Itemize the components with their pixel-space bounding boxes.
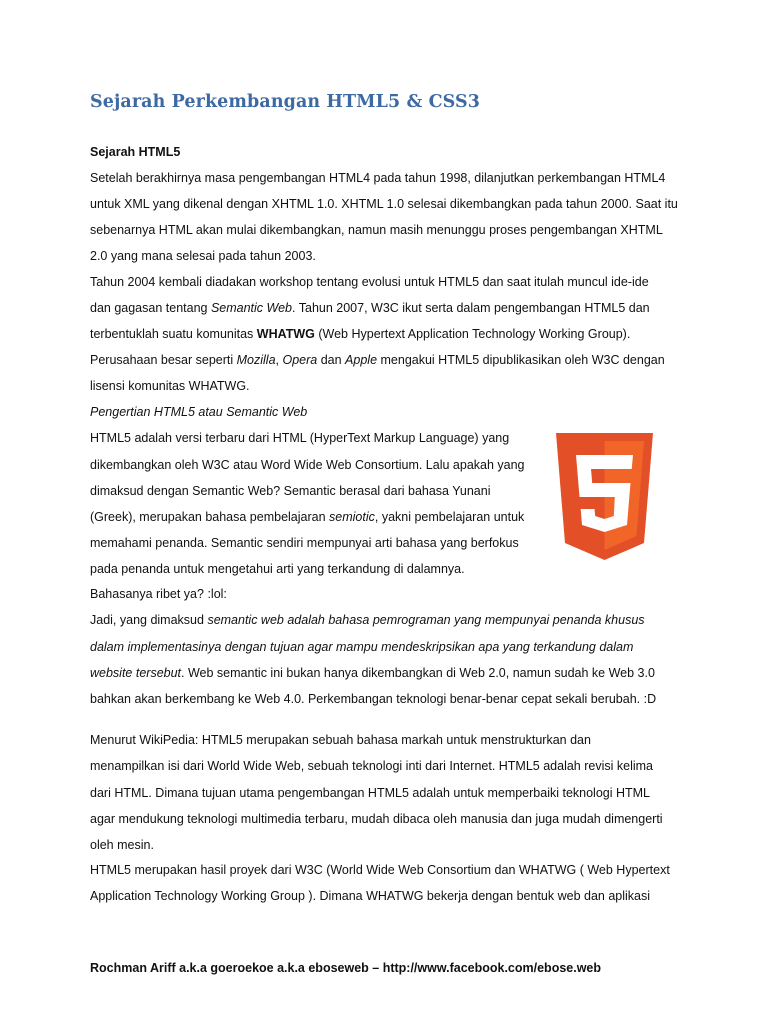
paragraph-line: dalam implementasinya dengan tujuan agar mampu mendeskripsikan apa yang terkandung dalam — [90, 640, 634, 654]
emphasis-text: Opera — [282, 353, 318, 367]
section-subheading: Pengertian HTML5 atau Semantic Web — [90, 405, 308, 419]
paragraph-line: oleh mesin. — [90, 838, 154, 852]
paragraph-line: Jadi, yang dimaksud semantic web adalah bahasa pemrograman yang mempunyai penanda khusus — [90, 613, 645, 627]
paragraph-line: dimaksud dengan Semantic Web? Semantic berasal dari bahasa Yunani — [90, 484, 491, 498]
bold-text: WHATWG — [256, 327, 315, 341]
page-title: Sejarah Perkembangan HTML5 & CSS3 — [90, 92, 481, 112]
paragraph-line: menampilkan isi dari World Wide Web, sebuah teknologi inti dari Internet. HTML5 adalah revisi kelima — [90, 759, 653, 773]
paragraph-line: Bahasanya ribet ya? :lol: — [90, 587, 227, 601]
paragraph-line: lisensi komunitas WHATWG. — [90, 379, 250, 393]
section-heading: Sejarah HTML5 — [90, 145, 181, 159]
emphasis-text: Mozilla — [236, 353, 276, 367]
paragraph-line: HTML5 adalah versi terbaru dari HTML (HyperText Markup Language) yang — [90, 431, 510, 445]
page-footer: Rochman Ariff a.k.a goeroekoe a.k.a eboseweb – http://www.facebook.com/ebose.web — [90, 961, 602, 975]
paragraph-line: pada penanda untuk mengetahui arti yang terkandung di dalamnya. — [90, 562, 465, 576]
paragraph-line: Setelah berakhirnya masa pengembangan HTML4 pada tahun 1998, dilanjutkan perkembangan HTML4 — [90, 171, 666, 185]
emphasis-text: Apple — [345, 353, 378, 367]
html5-logo-icon — [556, 433, 653, 560]
paragraph-line: Tahun 2004 kembali diadakan workshop tentang evolusi untuk HTML5 dan saat itulah muncul ide-ide — [90, 275, 649, 289]
paragraph-line: terbentuklah suatu komunitas WHATWG (Web Hypertext Application Technology Working Group). — [90, 327, 631, 341]
paragraph-line: Perusahaan besar seperti Mozilla, Opera dan Apple mengakui HTML5 dipublikasikan oleh W3C dengan — [90, 353, 665, 367]
paragraph-line: dikembangkan oleh W3C atau Word Wide Web Consortium. Lalu apakah yang — [90, 458, 525, 472]
emphasis-text: semantic web adalah bahasa pemrograman yang mempunyai penanda khusus — [207, 613, 645, 627]
paragraph-line: agar mendukung teknologi multimedia terbaru, mudah dibaca oleh manusia dan juga mudah dimengerti — [90, 812, 663, 826]
emphasis-text: website tersebut — [90, 666, 182, 680]
paragraph-line: untuk XML yang dikenal dengan XHTML 1.0. XHTML 1.0 selesai dikembangkan pada tahun 2000. Saat itu — [90, 197, 678, 211]
paragraph-line: memahami penanda. Semantic sendiri mempunyai arti bahasa yang berfokus — [90, 536, 519, 550]
paragraph-line: dari HTML. Dimana tujuan utama pengembangan HTML5 adalah untuk memperbaiki teknologi HTML — [90, 786, 651, 800]
paragraph-line: 2.0 yang mana selesai pada tahun 2003. — [90, 249, 316, 263]
emphasis-text: semiotic — [329, 510, 375, 524]
paragraph-line: Application Technology Working Group ). Dimana WHATWG bekerja dengan bentuk web dan aplikasi — [90, 889, 651, 903]
paragraph-line: bahkan akan berkembang ke Web 4.0. Perkembangan teknologi benar-benar cepat sekali berubah. :D — [90, 692, 657, 706]
emphasis-text: Semantic Web — [210, 301, 293, 315]
logo-label: 5 — [604, 558, 605, 559]
paragraph-line: sebenarnya HTML akan mulai dikembangkan, namun masih menunggu proses pengembangan XHTML — [90, 223, 663, 237]
paragraph-line: HTML5 merupakan hasil proyek dari W3C (World Wide Web Consortium dan WHATWG ( Web Hypertext — [90, 863, 670, 877]
paragraph-line: dan gagasan tentang Semantic Web. Tahun 2007, W3C ikut serta dalam pengembangan HTML5 dan — [90, 301, 650, 315]
paragraph-line: Menurut WikiPedia: HTML5 merupakan sebuah bahasa markah untuk menstrukturkan dan — [90, 733, 591, 747]
paragraph-line: (Greek), merupakan bahasa pembelajaran semiotic, yakni pembelajaran untuk — [90, 510, 525, 524]
paragraph-line: website tersebut. Web semantic ini bukan hanya dikembangkan di Web 2.0, namun sudah ke Web 3.0 — [90, 666, 655, 680]
